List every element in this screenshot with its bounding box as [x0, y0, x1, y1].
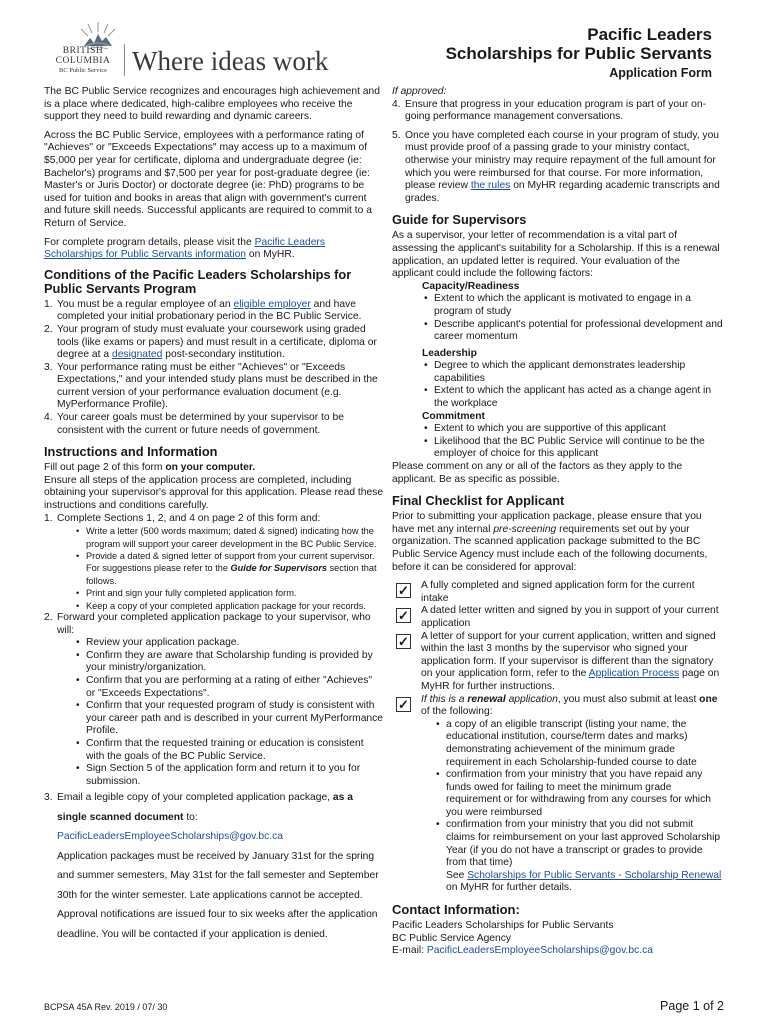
- step-1-text: Complete Sections 1, 2, and 4 on page 2 of this form and:: [57, 512, 321, 524]
- step-2-bullet-2-text: Confirm they are aware that Scholarship funding is provided by your ministry/organization.: [86, 649, 373, 674]
- checklist-intro: [392, 511, 724, 574]
- condition-2-suffix: post-secondary institution.: [162, 349, 285, 361]
- step-1-bullet-2-text: Provide a dated & signed letter of support from your current supervisor. For suggestions please refer to the: [86, 551, 375, 574]
- condition-item: 1. You must be a regular employee of an eligible employer and have completed your initial probationary period in the BC Public Service.: [44, 298, 362, 323]
- renewal-one: one: [699, 693, 718, 705]
- scholarship-renewal-link[interactable]: Scholarships for Public Servants - Scholarship Renewal: [467, 869, 722, 881]
- condition-item: 4. Your career goals must be determined by your supervisor to be consistent with the current or future needs of government.: [44, 412, 384, 437]
- condition-2-text: Your program of study must evaluate your coursework using graded tools (like exams or papers) and must result in a certificate, diploma or degree at a: [57, 323, 377, 361]
- logo-divider: [124, 44, 125, 76]
- contact-heading: Contact Information:: [392, 902, 520, 918]
- step-2-bullet: • Review your application package.: [76, 637, 384, 650]
- title-line1: Pacific Leaders: [587, 25, 712, 44]
- eligible-employer-link[interactable]: eligible employer: [233, 298, 311, 310]
- left-column: [44, 86, 384, 944]
- if-approved-label: If approved:: [392, 86, 447, 97]
- step-1-bullet: • Write a letter (500 words maximum; dated & signed) indicating how the program will support your career development in the BC Public Service.: [76, 525, 384, 550]
- step-4-text: Ensure that progress in your education program is part of your on-going performance management conversations.: [405, 98, 707, 123]
- title-line3: Application Form: [609, 66, 712, 80]
- deadline-text: Application packages must be received by January 31st for the spring and summer semesters, May 31st for the fall semester and September 30th for the winter semester. Late applications cannot be accepted. Approval notifications are issued four to six weeks after the application deadline. You will be contacted if your application is denied.: [57, 850, 379, 940]
- step-2-bullet: • Confirm they are aware that Scholarship funding is provided by your ministry/organization.: [76, 650, 384, 675]
- commitment-bullet: • Likelihood that the BC Public Service will continue to be the employer of choice for this applicant: [424, 436, 724, 461]
- ensure-instruction: Ensure all steps of the application process are completed, including obtaining your supervisor's approval for this application. Please read these instructions and conditions carefully.: [44, 474, 384, 512]
- leadership-bullet-1-text: Degree to which the applicant demonstrates leadership capabilities: [434, 360, 686, 384]
- condition-1-text: You must be a regular employee of an: [57, 298, 234, 310]
- contact-line1: Pacific Leaders Scholarships for Public Servants: [392, 920, 614, 932]
- fill-instruction: [44, 462, 384, 475]
- step-1-bullet-4-text: Keep a copy of your completed application package for your records.: [86, 600, 366, 611]
- step-1-bullet: • Provide a dated & signed letter of support from your current supervisor. For suggestions please refer to the Guide for Supervisors section that follows.: [76, 551, 377, 586]
- checklist-intro-suffix: requirements set out by your organization. The scanned application package submitted to the BC Public Service Agency must include each of the following documents, before it can be considered for approval:: [392, 523, 708, 573]
- step-2-bullet-4-text: Confirm that your requested program of study is consistent with your career path and is described in your current MyPerformance Profile.: [86, 700, 384, 737]
- logo-line2: COLUMBIA: [55, 56, 111, 66]
- checkbox-checked[interactable]: ✓: [396, 583, 411, 598]
- leadership-heading: Leadership: [422, 347, 477, 359]
- step-1-bullet-3-text: Print and sign your fully completed application form.: [86, 588, 297, 599]
- step-2-bullet-3-text: Confirm that you are performing at a rating of either "Achieves" or "Exceeds Expectations".: [86, 675, 373, 699]
- application-process-link[interactable]: Application Process: [588, 668, 680, 680]
- fill-bold: on your computer.: [165, 462, 256, 474]
- renewal-must: , you must also submit at least: [557, 693, 700, 705]
- capacity-heading: Capacity/Readiness: [422, 280, 520, 292]
- renewal-following: of the following:: [421, 706, 493, 718]
- logo-line3: BC Public Service: [58, 67, 108, 74]
- see-renewal: [446, 870, 724, 895]
- checkbox-checked[interactable]: ✓: [396, 697, 411, 712]
- step-1-bullet: • Print and sign your fully completed application form.: [76, 587, 384, 599]
- step-3-suffix: to:: [183, 811, 198, 823]
- capacity-bullet: • Extent to which the applicant is motivated to engage in a program of study: [424, 293, 724, 318]
- renewal-bold: renewal: [467, 693, 506, 705]
- logo-line1: BRITISH: [62, 46, 104, 56]
- capacity-bullet: • Describe applicant's potential for professional development and career momentum: [424, 318, 723, 343]
- step-5-text: Once you have completed each course in your program of study, you must provide proof of a passing grade to your ministry contact, otherwise your ministry may require repayment of the full amount for which you were reimbursed for that course. For more information, please review: [405, 129, 720, 192]
- designated-link[interactable]: designated: [111, 349, 163, 361]
- commitment-bullet: • Extent to which you are supportive of this applicant: [424, 423, 724, 436]
- contact-line2: BC Public Service Agency: [392, 932, 512, 944]
- checklist-item-3-text: A letter of support for your current application, written and signed within the last 3 months by the supervisor who signed your application form. If your supervisor is different than the signatory on your application form, refer to the: [421, 630, 716, 680]
- checklist-item-2-text: A dated letter written and signed by you in support of your current application: [421, 605, 719, 629]
- step-5-suffix: on MyHR regarding academic transcripts and grades.: [405, 180, 720, 204]
- step-2-bullet-6-text: Sign Section 5 of the application form and return it to you for submission.: [86, 763, 361, 787]
- step-1-bullet-1-text: Write a letter (500 words maximum; dated & signed) indicating how the program will support your career development in the BC Public Service.: [86, 526, 377, 549]
- step-item: 3. Email a legible copy of your completed application package, as a single scanned document to: PacificLeadersEmployeeScholarships@gov.bc.ca Application packages must be received by January 31st for the spring and summer semesters, May 31st for the fall semester and September 30th for the winter semester. Late applications cannot be accepted. Approval notifications are issued four to six weeks after the application deadline. You will be contacted if your application is denied.: [44, 792, 379, 940]
- intro-p3-suffix: on MyHR.: [246, 249, 295, 261]
- commitment-heading: Commitment: [422, 410, 485, 422]
- checkbox-checked[interactable]: ✓: [396, 634, 411, 649]
- step-2-bullet-5-text: Confirm that the requested training or education is consistent with the goals of the BC Public Service.: [86, 738, 364, 762]
- supervisors-closing: Please comment on any or all of the factors as they apply to the applicant. Be as specific as possible.: [392, 461, 683, 485]
- step-2-bullet: • Sign Section 5 of the application form and return it to you for submission.: [76, 763, 384, 788]
- title-line2: Scholarships for Public Servants: [445, 44, 712, 63]
- contact-email-row: [392, 945, 724, 958]
- renewal-bullet-1-text: a copy of an eligible transcript (listing your name, the educational institution, course/term dates and marks) demonstrating achievement of the minimum grade requirement in each Scholarship-funded course to date: [446, 718, 697, 768]
- email-label: E-mail:: [392, 945, 427, 957]
- see-suffix: on MyHR for further details.: [446, 882, 572, 894]
- step-3-text: Email a legible copy of your completed application package,: [57, 792, 333, 804]
- leadership-bullet-2-text: Extent to which the applicant has acted as a change agent in the workplace: [434, 385, 712, 410]
- form-code: BCPSA 45A Rev. 2019 / 07/ 30: [44, 1002, 168, 1012]
- conditions-heading: Conditions of the Pacific Leaders Scholarships for Public Servants Program: [44, 266, 352, 296]
- step-2-bullet: • Confirm that your requested program of study is consistent with your career path and is described in your current MyPerformance Profile.: [76, 700, 384, 737]
- instructions-heading: Instructions and Information: [44, 444, 218, 460]
- step-2-bullet: • Confirm that the requested training or education is consistent with the goals of the BC Public Service.: [76, 738, 384, 763]
- checklist-item: [396, 631, 724, 694]
- checklist-item: [396, 605, 724, 630]
- commitment-bullet-1-text: Extent to which you are supportive of this applicant: [434, 423, 666, 435]
- program-info-link[interactable]: Pacific Leaders Scholarships for Public Servants information: [44, 236, 326, 261]
- step-1-bullet-2-suffix: section that follows.: [86, 563, 377, 586]
- condition-1-suffix: and have completed your initial probationary period in the BC Public Service.: [57, 298, 362, 323]
- form-title: [446, 25, 712, 82]
- step-2-bullet: • Confirm that you are performing at a rating of either "Achieves" or "Exceeds Expectations".: [76, 675, 384, 700]
- condition-item: 2. Your program of study must evaluate your coursework using graded tools (like exams or papers) and must result in a certificate, diploma or degree at a designated post-secondary institution.: [44, 323, 377, 361]
- renewal-text: If this is a: [421, 693, 468, 705]
- renewal-bullet-2-text: confirmation from your ministry that you have repaid any funds owed for failing to meet the minimum grade requirement or for withdrawing from any courses for which you were reimbursed: [446, 769, 711, 818]
- renewal-bullet: • confirmation from your ministry that you have repaid any funds owed for failing to meet the minimum grade requirement or for withdrawing from any courses for which you were reimbursed: [436, 769, 724, 819]
- step-item: 1. Complete Sections 1, 2, and 4 on page 2 of this form and:: [44, 513, 384, 526]
- supervisors-intro: As a supervisor, your letter of recommendation is a vital part of assessing the applicant's suitability for a Scholarship. If this is a renewal application, an updated letter is required. Your evaluation of the applicant could include the following factors:: [392, 230, 720, 280]
- step-item: 2. Forward your completed application package to your supervisor, who will:: [44, 612, 384, 637]
- intro-p3-text: For complete program details, please visit the: [44, 236, 255, 248]
- renewal-bullet: • confirmation from your ministry that you did not submit claims for reimbursement on your last approved Scholarship Year (if you do not have a transcript or grades to provide from that time): [436, 819, 724, 869]
- step-1-bullet: • Keep a copy of your completed application package for your records.: [76, 600, 384, 612]
- renewal-bullet-3-text: confirmation from your ministry that you did not submit claims for reimbursement on your last approved Scholarship Year (if you do not have a transcript or grades to provide from that time): [446, 819, 721, 869]
- the-rules-link[interactable]: the rules: [470, 180, 511, 192]
- condition-item: 3. Your performance rating must be either "Achieves" or "Exceeds Expectations," and your intended study plans must be described in the current version of your performance evaluation document (e.g. MyPerformance Profile).: [44, 362, 384, 412]
- checklist-intro-text: Prior to submitting your application package, please ensure that you have met any internal: [392, 511, 702, 535]
- leadership-bullet: • Extent to which the applicant has acted as a change agent in the workplace: [424, 385, 724, 410]
- step-2-text: Forward your completed application package to your supervisor, who will:: [57, 612, 371, 636]
- step-2-bullet-1-text: Review your application package.: [86, 637, 240, 649]
- checkbox-checked[interactable]: ✓: [396, 608, 411, 623]
- fill-text: Fill out page 2 of this form: [44, 462, 166, 474]
- condition-3-text: Your performance rating must be either "Achieves" or "Exceeds Expectations," and your intended study plans must be described in the current version of your performance evaluation document (e.g. MyPerformance Profile).: [57, 361, 378, 411]
- capacity-bullet-1-text: Extent to which the applicant is motivated to engage in a program of study: [434, 293, 692, 317]
- checklist-heading: Final Checklist for Applicant: [392, 493, 565, 509]
- bc-logo-wordmark: [48, 46, 118, 75]
- step-item: 4. Ensure that progress in your education program is part of your on-going performance management conversations.: [392, 99, 724, 124]
- intro-paragraph-2: Across the BC Public Service, employees with a performance rating of "Achieves" or "Exceeds Expectations" may access up to a maximum of $5,000 per year for certificate, diploma and undergraduate degree (ie: Bachelor's) programs and $7,500 per year for post-graduate degree (ie: Master's or Juris Doctor) or doctorate degree (ie: PhD) programs to be used for tuition and books in areas that align with government's current and future skill needs. Successful applicants are required to commit to a Return of Service.: [44, 129, 372, 229]
- condition-4-text: Your career goals must be determined by your supervisor to be consistent with the current or future needs of government.: [57, 412, 344, 436]
- checklist-item: [396, 580, 724, 605]
- checklist-item-1-text: A fully completed and signed application form for the current intake: [421, 580, 695, 604]
- see-text: See: [446, 869, 468, 881]
- guide-ref: Guide for Supervisors: [230, 563, 328, 574]
- submission-email[interactable]: PacificLeadersEmployeeScholarships@gov.bc.ca: [57, 831, 284, 843]
- commitment-bullet-2-text: Likelihood that the BC Public Service will continue to be the employer of choice for this applicant: [434, 435, 705, 460]
- page-number: Page 1 of 2: [660, 999, 724, 1013]
- leadership-bullet: • Degree to which the applicant demonstrates leadership capabilities: [424, 360, 724, 385]
- contact-email[interactable]: PacificLeadersEmployeeScholarships@gov.bc.ca: [426, 945, 653, 957]
- intro-paragraph-3: [44, 237, 384, 262]
- checklist-item-3-suffix: page on MyHR for further instructions.: [421, 668, 720, 692]
- tagline: Where ideas work: [132, 46, 329, 76]
- checklist-intro-italic: pre-screening: [493, 523, 557, 535]
- intro-paragraph-1: The BC Public Service recognizes and encourages high achievement and is a place where dedicated, high-calibre employees who receive the support they need to build rewarding and dynamic careers.: [44, 86, 380, 123]
- supervisors-heading: Guide for Supervisors: [392, 212, 527, 228]
- renewal-bullet: • a copy of an eligible transcript (listing your name, the educational institution, course/term dates and marks) demonstrating achievement of the minimum grade requirement in each Scholarship-funded course to date: [436, 719, 724, 769]
- checklist-item: [396, 694, 724, 719]
- renewal-application: application: [505, 693, 558, 705]
- step-item: 5. Once you have completed each course in your program of study, you must provide proof of a passing grade to your ministry contact, otherwise your ministry may require repayment of the full amount for which you were reimbursed for that course. For more information, please review the rules on MyHR regarding academic transcripts and grades.: [392, 129, 720, 204]
- right-column: [392, 86, 724, 958]
- capacity-bullet-2-text: Describe applicant's potential for professional development and career momentum: [434, 318, 723, 343]
- step-3-bold: as a single scanned document: [57, 792, 353, 823]
